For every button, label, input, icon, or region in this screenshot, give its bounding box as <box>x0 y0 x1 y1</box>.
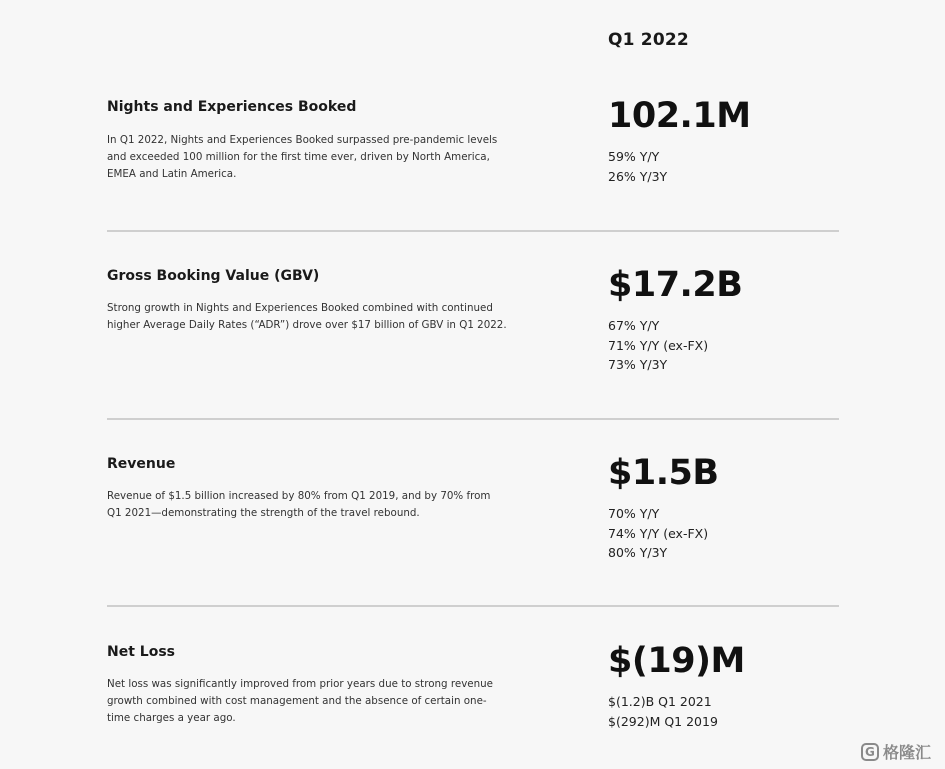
metric-section-gbv <box>107 265 839 398</box>
section-divider <box>107 605 839 607</box>
metric-value: $(19)M <box>608 641 745 681</box>
metric-detail: 26% Y/3Y <box>608 168 668 184</box>
watermark-g-icon: G <box>861 743 879 761</box>
metric-details <box>608 316 708 375</box>
metric-detail: 67% Y/Y <box>608 318 660 333</box>
section-description: Net loss was significantly improved from prior years due to strong revenue growth combined with cost management and the absence of certain one-time charges a year ago. <box>107 678 494 724</box>
section-title: Revenue <box>107 456 176 472</box>
metric-details <box>608 147 667 186</box>
section-title: Nights and Experiences Booked <box>107 99 357 115</box>
metric-detail: 74% Y/Y (ex-FX) <box>608 525 709 541</box>
metric-detail: 73% Y/3Y <box>608 357 668 372</box>
metric-detail: $(1.2)B Q1 2021 <box>608 694 712 709</box>
watermark-logo <box>861 740 931 763</box>
metric-detail: 70% Y/Y <box>608 506 660 521</box>
metric-detail: 80% Y/3Y <box>608 545 668 560</box>
section-title: Net Loss <box>107 644 175 660</box>
watermark-text: 格隆汇 <box>882 743 931 762</box>
section-title: Gross Booking Value (GBV) <box>107 268 320 284</box>
section-divider <box>107 230 839 232</box>
metric-section-nights-booked <box>107 96 839 219</box>
metric-value: $1.5B <box>608 453 719 493</box>
section-description: Strong growth in Nights and Experiences Booked combined with continued higher Average Daily Rates (“ADR”) drove over $17 billion of GBV in Q1 2022. <box>107 302 507 331</box>
metric-detail: 59% Y/Y <box>608 149 660 164</box>
metric-details <box>608 504 708 563</box>
section-divider <box>107 418 839 420</box>
metric-value: $17.2B <box>608 265 743 305</box>
period-header: Q1 2022 <box>608 30 689 50</box>
section-description: In Q1 2022, Nights and Experiences Booked surpassed pre-pandemic levels and exceeded 100 million for the first time ever, driven by North America, EMEA and Latin America. <box>107 134 498 180</box>
metric-section-revenue <box>107 453 839 586</box>
metric-section-net-loss <box>107 641 839 754</box>
metric-detail: $(292)M Q1 2019 <box>608 713 718 729</box>
metric-value: 102.1M <box>608 96 751 136</box>
section-description: Revenue of $1.5 billion increased by 80% from Q1 2019, and by 70% from Q1 2021—demonstrating the strength of the travel rebound. <box>107 490 491 519</box>
metric-detail: 71% Y/Y (ex-FX) <box>608 337 709 353</box>
metric-details <box>608 692 718 731</box>
